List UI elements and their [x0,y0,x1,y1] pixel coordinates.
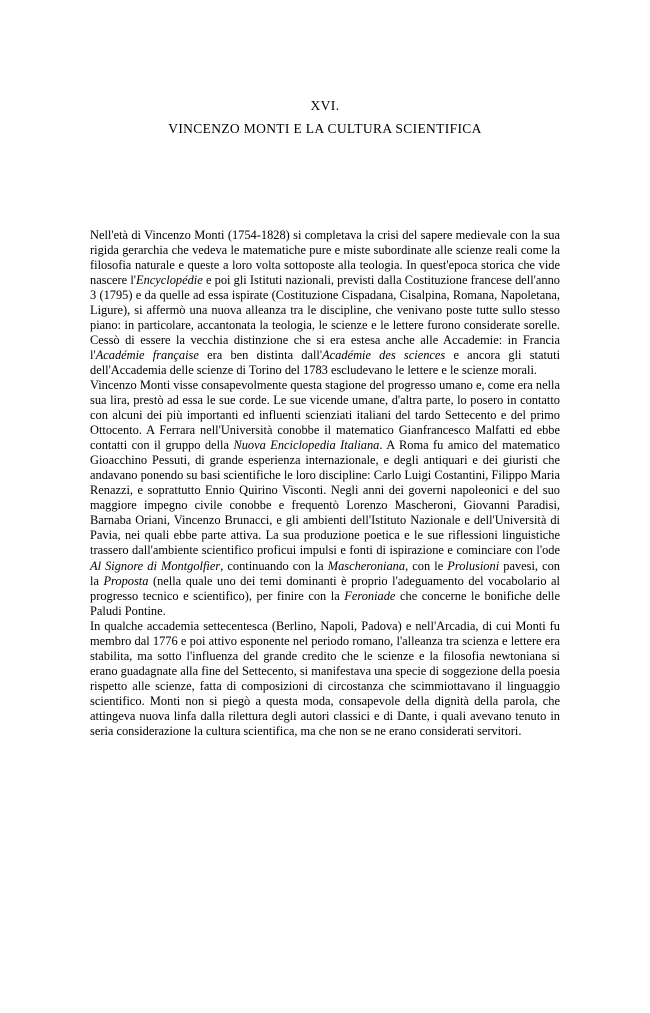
italic-run: Académie des sciences [322,347,446,362]
text-run: e poi gli Istituti nazionali, previsti dalla Costituzione francese dell'anno 3 (1795) e da quelle ad essa ispirate (Costituzione Cispadana, Cisalpina, Romana, Napoletana, Ligure), si affermò una nuova alleanza tra le discipline, che venivano poste tutte sullo stesso piano: in particolare, accantonata la teologia, le scienze e le lettere furono considerate sorelle. Cessò di essere la vecchia distinzione che si era estesa anche alle Accademie: in Francia l' [90,272,560,362]
chapter-title: VINCENZO MONTI E LA CULTURA SCIENTIFICA [168,121,482,137]
text-run: , continuando con la [220,558,328,573]
italic-run: Mascheroniana [327,558,406,573]
italic-run: Encyclopédie [136,272,203,287]
text-run: . A Roma fu amico del matematico Gioacchino Pessuti, di grande esperienza internazionale, e degli antiquari e dei giuristi che andavano ponendo su basi scientifiche le loro discipline: Carlo Luigi Costantini, Filippo Maria Renazzi, e soprattutto Ennio Quirino Visconti. Negli anni dei governi napoleonici e del suo maggiore impegno civile conobbe e frequentò Lorenzo Mascheroni, Giovanni Paradisi, Barnaba Oriani, Vincenzo Brunacci, e gli ambienti dell'Istituto Nazionale e dell'Università di Pavia, nei quali ebbe parte attiva. La sua produzione poetica e le sue riflessioni linguistiche trassero dall'ambiente scientifico proficui impulsi e fonti di ispirazione e cominciare con l'ode [90,438,560,558]
text-run: che concerne le bonifiche delle Paludi Pontine. [90,588,560,618]
body-text [90,228,560,740]
text-run: In qualche accademia settecentesca (Berlino, Napoli, Padova) e nell'Arcadia, di cui Monti fu membro dal 1776 e poi attivo esponente nel periodo romano, l'alleanza tra scienza e lettere era stabilita, ma sotto l'influenza del grande credito che le scienze e la filosofia newtoniana si erano guadagnate alla fine del Settecento, si manifestava una specie di soggezione della poesia rispetto alle scienze, fatta di composizioni di circostanza che scimmiottavano il linguaggio scientifico. Monti non si piegò a questa moda, consapevole della dignità della parola, che attingeva nuova linfa dalla rilettura degli autori classici e di Dante, i quali avevano tenuto in seria considerazione la cultura scientifica, ma che non se ne erano considerati servitori. [90,618,560,739]
italic-run: Proposta [103,573,149,588]
italic-run: Al Signore di Montgolfier [90,558,221,573]
italic-run: Académie française [95,347,199,362]
chapter-number: XVI. [310,98,340,113]
chapter-heading [0,96,650,140]
text-run: pavesi, con la [90,558,560,588]
text-run: Vincenzo Monti visse consapevolmente questa stagione del progresso umano e, come era nella sua lira, prestò ad essa le sue corde. Le sue vicende umane, d'altra parte, lo posero in contatto con alcuni dei più importanti ed influenti scienziati italiani del tardo Settecento e del primo Ottocento. A Ferrara nell'Università conobbe il matematico Gianfrancesco Malfatti ed ebbe contatti con il gruppo della [90,377,560,453]
paragraph [90,378,560,619]
text-run: era ben distinta dall' [198,347,323,362]
text-run: e ancora gli statuti dell'Accademia delle scienze di Torino del 1783 escludevano le lettere e le scienze morali. [90,347,561,377]
document-page [0,96,650,1013]
text-run: , con le [405,558,448,573]
text-run: (nella quale uno dei temi dominanti è proprio l'adeguamento del vocabolario al progresso tecnico e scientifico), per finire con la [90,573,560,603]
italic-run: Prolusioni [447,558,500,573]
italic-run: Feroniade [344,588,396,603]
paragraph [90,228,560,378]
text-run: Nell'età di Vincenzo Monti (1754-1828) si completava la crisi del sapere medievale con la sua rigida gerarchia che vedeva le matematiche pure e miste subordinate alle scienze reali come la filosofia naturale e queste a loro volta sottoposte alla teologia. In quest'epoca storica che vide nascere l' [90,227,560,287]
italic-run: Nuova Enciclopedia Italiana [233,438,380,453]
paragraph [90,619,560,739]
